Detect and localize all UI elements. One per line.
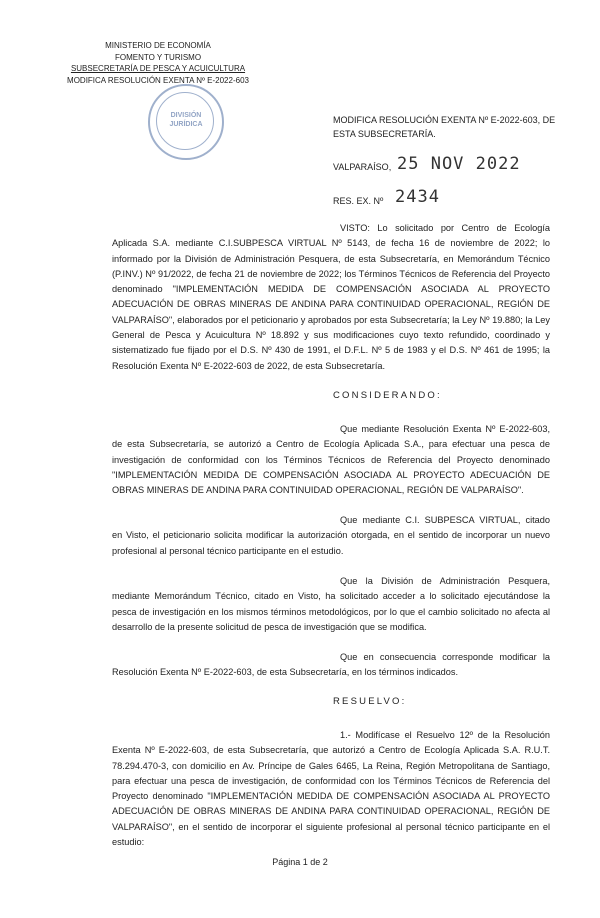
subsecretaria-line: SUBSECRETARÍA DE PESCA Y ACUICULTURA xyxy=(70,64,246,73)
considerando-1-text: Que mediante Resolución Exenta Nº E-2022-603, de esta Subsecretaría, se autorizó a Centro de Ecología Aplicada S.A., para efectuar una pesca de investigación de conformidad con los Términos Técnicos de Referencia del Proyecto denominado "IMPLEMENTACIÓN MEDIDA DE COMPENSACIÓN ASOCIADA AL PROYECTO ADECUACIÓN DE OBRAS MINERAS DE ANDINA PARA CONTINUIDAD OPERACIONAL, REGIÓN DE VALPARAÍSO". xyxy=(112,424,550,496)
letterhead xyxy=(58,40,258,86)
stamp-text-line1: DIVISIÓN xyxy=(170,112,202,119)
document-short-title: MODIFICA RESOLUCIÓN EXENTA Nº E-2022-603 xyxy=(67,75,249,85)
resuelvo-1-text: 1.- Modifícase el Resuelvo 12º de la Resolución Exenta Nº E-2022-603, de esta Subsecretaría, que autorizó a Centro de Ecología Aplicada S.A. R.U.T. 78.294.470-3, con domicilio en Av. Príncipe de Gales 6465, La Reina, Región Metropolitana de Santiago, para efectuar una pesca de investigación, de conformidad con los Términos Técnicos de Referencia del Proyecto denominado "IMPLEMENTACIÓN MEDIDA DE COMPENSACIÓN ASOCIADA AL PROYECTO ADECUACIÓN DE OBRAS MINERAS DE ANDINA PARA CONTINUIDAD OPERACIONAL, REGIÓN DE VALPARAÍSO", en el sentido de incorporar el siguiente profesional al personal técnico participante en el estudio: xyxy=(112,730,550,848)
page-number: Página 1 de 2 xyxy=(272,857,328,867)
visto-paragraph xyxy=(112,221,550,374)
stamp-text-line2: JURÍDICA xyxy=(169,121,203,128)
place-label: VALPARAÍSO, xyxy=(333,162,392,172)
considerando-heading: CONSIDERANDO: xyxy=(333,390,442,401)
ministry-subline: FOMENTO Y TURISMO xyxy=(114,52,202,62)
resuelvo-heading: RESUELVO: xyxy=(333,696,407,707)
date-stamp: 25 NOV 2022 xyxy=(397,154,521,174)
visto-text: VISTO: Lo solicitado por Centro de Ecología Aplicada S.A. mediante C.I.SUBPESCA VIRTUAL Nº 5143, de fecha 16 de noviembre de 2022; lo informado por la División de Administración Pesquera, de esta Subsecretaría, en Memorándum Técnico (P.INV.) Nº 91/2022, de fecha 21 de noviembre de 2022; los Términos Técnicos de Referencia del Proyecto denominado "IMPLEMENTACIÓN MEDIDA DE COMPENSACIÓN ASOCIADA AL PROYECTO ADECUACIÓN DE OBRAS MINERAS DE ANDINA PARA CONTINUIDAD OPERACIONAL, REGIÓN DE VALPARAÍSO", elaborados por el peticionario y aprobados por esta Subsecretaría; la Ley Nº 19.880; la Ley General de Pesca y Acuicultura Nº 18.892 y sus modificaciones cuyo texto refundido, coordinado y sistematizado fue fijado por el D.S. Nº 430 de 1991, el D.F.L. Nº 5 de 1983 y el D.S. Nº 461 de 1995; la Resolución Exenta Nº E-2022-603 de 2022, de esta Subsecretaría. xyxy=(112,223,550,371)
ministry-line: MINISTERIO DE ECONOMÍA xyxy=(105,41,211,50)
considerando-3-text: Que la División de Administración Pesquera, mediante Memorándum Técnico, citado en Visto, ha solicitado acceder a lo solicitado ejecutándose la pesca de investigación en los mismos términos metodológicos, por lo que el cambio solicitado no afecta al desarrollo de la presente solicitud de pesca de investigación que se modifica. xyxy=(112,576,550,632)
resuelvo-1 xyxy=(112,728,550,850)
division-juridica-stamp xyxy=(148,84,224,160)
considerando-1 xyxy=(112,422,550,498)
considerando-3 xyxy=(112,574,550,635)
resolution-number: 2434 xyxy=(395,187,440,207)
considerando-2 xyxy=(112,513,550,559)
considerando-2-text: Que mediante C.I. SUBPESCA VIRTUAL, citado en Visto, el peticionario solicita modificar la autorización otorgada, en el sentido de incorporar un nuevo profesional al personal técnico participante en el estudio. xyxy=(112,515,550,556)
considerando-4 xyxy=(112,650,550,681)
resolution-number-label: RES. EX. Nº xyxy=(333,196,384,206)
considerando-4-text: Que en consecuencia corresponde modificar la Resolución Exenta Nº E-2022-603, de esta Subsecretaría, en los términos indicados. xyxy=(112,652,550,678)
reference-title: MODIFICA RESOLUCIÓN EXENTA Nº E-2022-603, DE ESTA SUBSECRETARÍA. xyxy=(333,115,556,139)
